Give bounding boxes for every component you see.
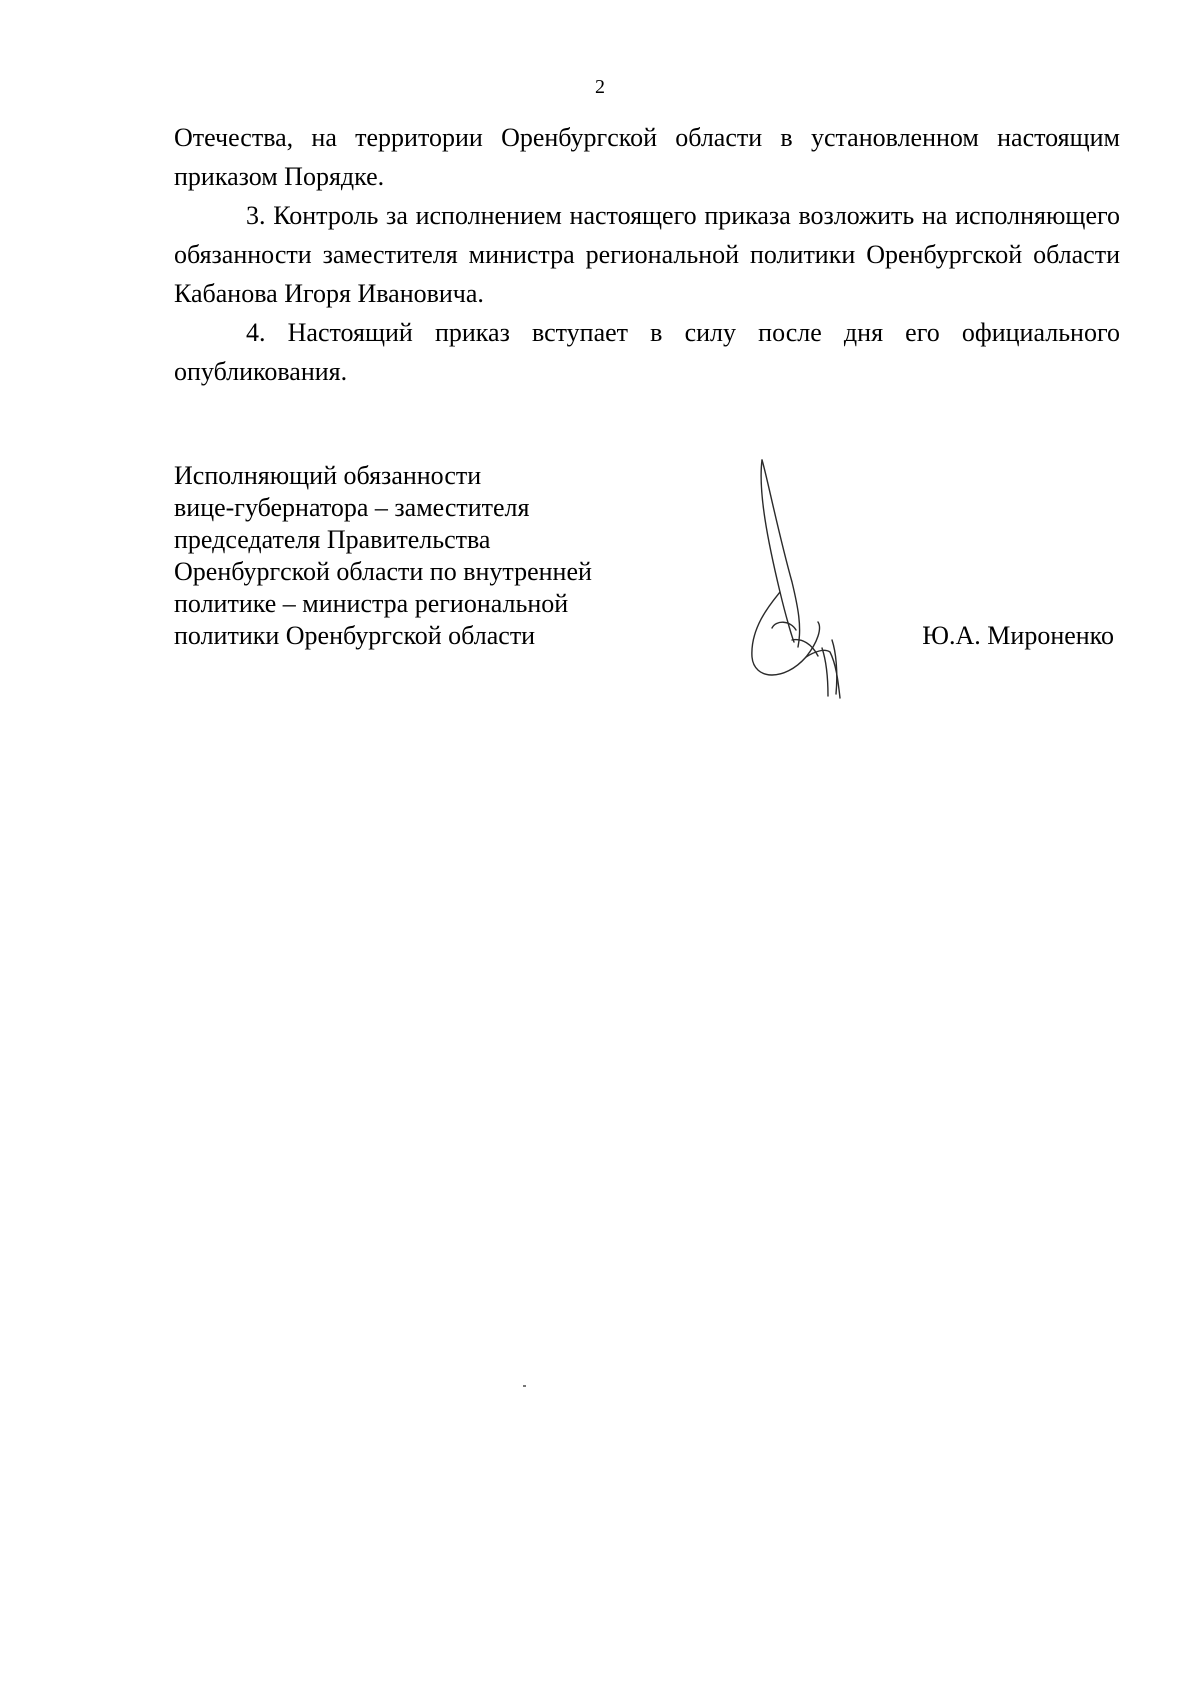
signer-name: Ю.А. Мироненко [922, 621, 1114, 650]
page-number: 2 [595, 76, 605, 98]
document-body [174, 118, 1120, 391]
signer-title [174, 460, 592, 652]
paragraph-item-4: 4. Настоящий приказ вступает в силу после дня его официального опубликования. [174, 318, 1120, 386]
signer-title-line: политики Оренбургской области [174, 621, 536, 650]
signer-title-line: Оренбургской области по внутренней [174, 557, 592, 586]
signer-title-line: председателя Правительства [174, 525, 491, 554]
paragraph-item-3: 3. Контроль за исполнением настоящего приказа возложить на исполняющего обязанности заместителя министра региональной политики Оренбургской области Кабанова Игоря Ивановича. [174, 201, 1120, 308]
signer-title-line: вице-губернатора – заместителя [174, 493, 530, 522]
paragraph-continuation: Отечества, на территории Оренбургской области в установленном настоящим приказом Порядке. [174, 123, 1120, 191]
signature-block [174, 460, 1120, 720]
signer-title-line: политике – министра региональной [174, 589, 569, 618]
signer-title-line: Исполняющий обязанности [174, 461, 482, 490]
handwritten-signature [722, 452, 872, 702]
scan-dot [523, 1385, 526, 1387]
